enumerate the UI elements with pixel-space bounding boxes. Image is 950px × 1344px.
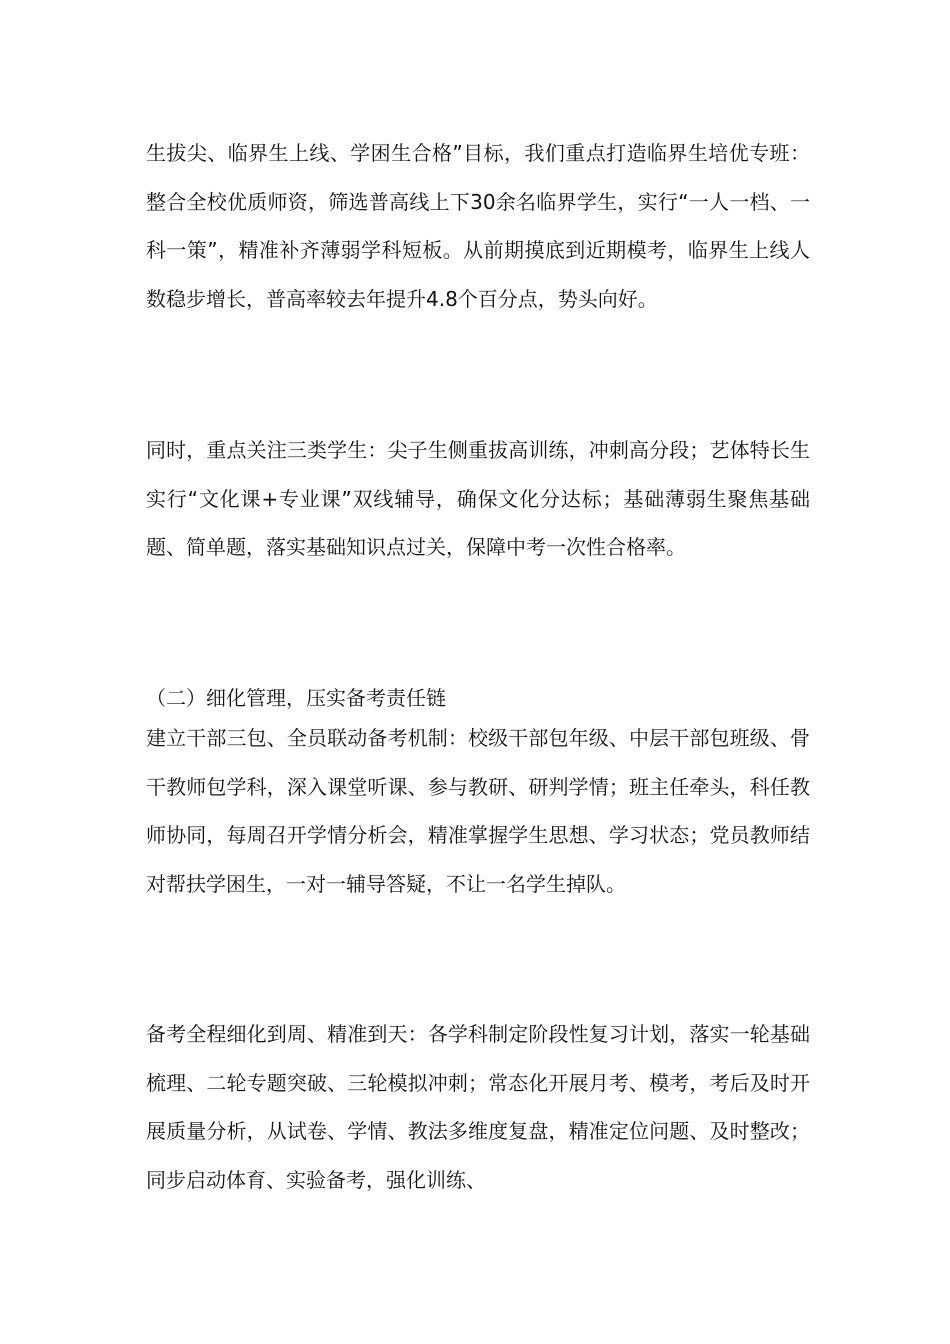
section-heading: （二）细化管理，压实备考责任链 xyxy=(146,686,446,710)
paragraph-review-plan: 备考全程细化到周、精准到天：各学科制定阶段性复习计划，落实一轮基础梳理、二轮专题突破、三轮模拟冲刺；常态化开展月考、模考，考后及时开展质量分析，从试卷、学情、教法多维度复盘，精准定位问题、及时整改；同步启动体育、实验备考，强化训练、 xyxy=(146,1022,810,1192)
paragraph-target-students: 生拔尖、临界生上线、学困生合格”目标，我们重点打造临界生培优专班：整合全校优质师资，筛选普高线上下30余名临界学生，实行“一人一档、一科一策”，精准补齐薄弱学科短板。从前期摸底到近期模考，临界生上线人数稳步增长，普高率较去年提升4.8个百分点，势头向好。 xyxy=(146,141,810,311)
paragraph-three-student-types: 同时，重点关注三类学生：尖子生侧重拔高训练，冲刺高分段；艺体特长生实行“文化课+专业课”双线辅导，确保文化分达标；基础薄弱生聚焦基础题、简单题，落实基础知识点过关，保障中考一次性合格率。 xyxy=(146,438,810,559)
paragraph-responsibility-mechanism: 建立干部三包、全员联动备考机制：校级干部包年级、中层干部包班级、骨干教师包学科，深入课堂听课、参与教研、研判学情；班主任牵头，科任教师协同，每周召开学情分析会，精准掌握学生思想、学习状态；党员教师结对帮扶学困生，一对一辅导答疑，不让一名学生掉队。 xyxy=(146,726,810,896)
